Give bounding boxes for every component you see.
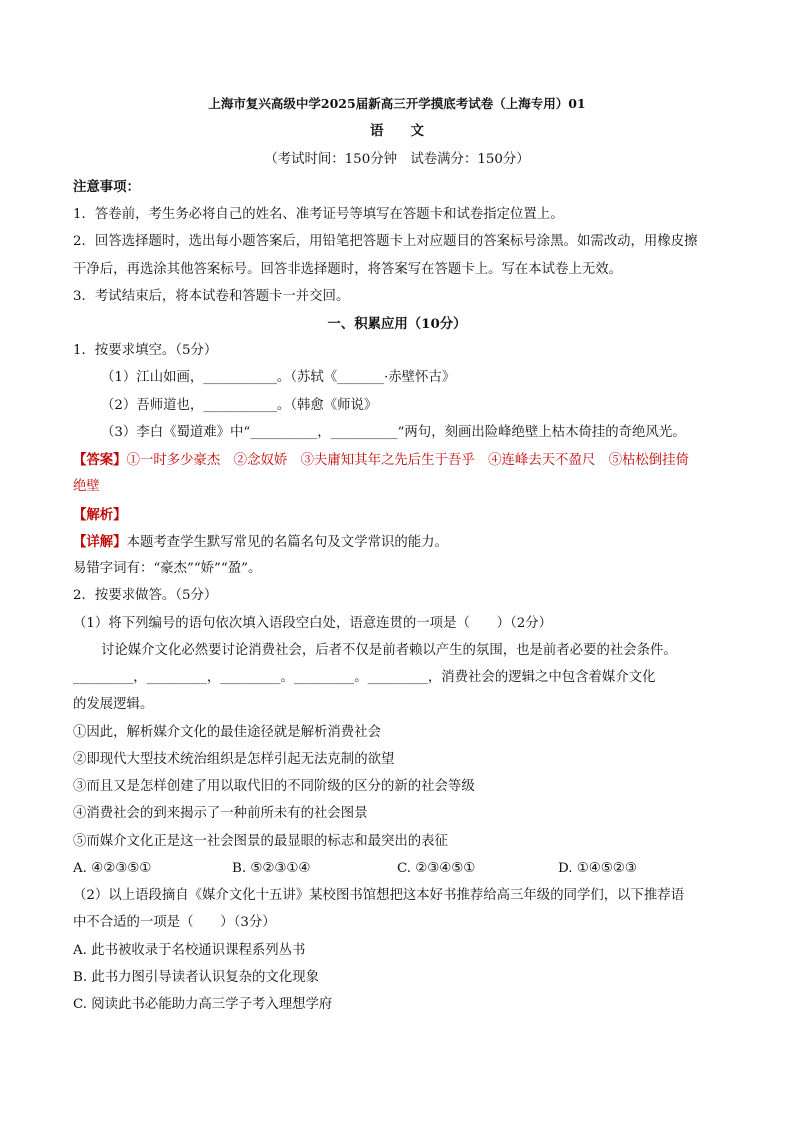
notice-item-3: 3．考试结束后，将本试卷和答题卡一并交回。 <box>73 289 350 304</box>
typo-note: 易错字词有：“豪杰”“娇”“盈”。 <box>73 561 262 576</box>
sentence-4: ④消费社会的到来揭示了一种前所未有的社会图景 <box>73 806 368 821</box>
option-d: D. ①④⑤②③ <box>558 861 637 876</box>
passage-line-1: 讨论媒介文化必然要讨论消费社会，后者不仅是前者赖以产生的氛围，也是前者必要的社会条件。 <box>101 643 677 658</box>
answer-text: ①一时多少豪杰 ②念奴娇 ③夫庸知其年之先后生于吾乎 ④连峰去天不盈尺 ⑤枯松倒挂倚 <box>126 453 689 468</box>
passage-line-3: 的发展逻辑。 <box>73 697 154 712</box>
notice-item-2-cont: 干净后，再选涂其他答案标号。回答非选择题时，将答案写在答题卡上。写在本试卷上无效。 <box>73 262 623 277</box>
sentence-3: ③而且又是怎样创建了用以取代旧的不同阶级的区分的新的社会等级 <box>73 779 475 794</box>
option-a: A. ④②③⑤① <box>73 861 152 876</box>
sentence-1: ①因此，解析媒介文化的最佳途径就是解析消费社会 <box>73 725 381 740</box>
sub2-option-c: C. 阅读此书必能助力高三学子考入理想学府 <box>73 997 333 1012</box>
answer-text-cont: 绝壁 <box>73 479 100 494</box>
section-heading: 一、积累应用（10分） <box>327 316 467 332</box>
q1-item-1: （1）江山如画，___________。（苏轼《_______·赤壁怀古》 <box>101 370 456 385</box>
sub2-option-b: B. 此书力图引导读者认识复杂的文化现象 <box>73 970 319 985</box>
exam-info: （考试时间：150分钟 试卷满分：150分） <box>264 152 530 167</box>
answer-label: 【答案】 <box>73 452 127 468</box>
notice-item-2: 2．回答选择题时，选出每小题答案后，用铅笔把答题卡上对应题目的答案标号涂黑。如需改动，用橡皮擦 <box>73 234 698 249</box>
answer-block <box>73 450 689 471</box>
q1-stem: 1．按要求填空。（5分） <box>73 343 218 358</box>
sub2-option-a: A. 此书被收录于名校通识课程系列丛书 <box>73 943 306 958</box>
passage-line-2: _________，_________，_________。_________。_________，消费社会的逻辑之中包含着媒介文化 <box>73 670 656 685</box>
q2-sub2-stem: （2）以上语段摘自《媒介文化十五讲》某校图书馆想把这本好书推荐给高三年级的同学们，以下推荐语 <box>73 888 685 903</box>
sentence-5: ⑤而媒介文化正是这一社会图景的最显眼的标志和最突出的表征 <box>73 834 448 849</box>
subject-title: 语 文 <box>370 123 424 139</box>
q1-item-2: （2）吾师道也，___________。（韩愈《师说》 <box>101 398 378 413</box>
q2-stem: 2．按要求做答。（5分） <box>73 588 218 603</box>
detail-text: 本题考查学生默写常见的名篇名句及文学常识的能力。 <box>126 535 448 550</box>
sentence-2: ②即现代大型技术统治组织是怎样引起无法克制的欲望 <box>73 752 395 767</box>
analysis-label: 【解析】 <box>73 507 127 523</box>
option-c: C. ②③④⑤① <box>397 861 476 876</box>
q2-sub1-stem: （1）将下列编号的语句依次填入语段空白处，语意连贯的一项是（ ）（2分） <box>73 616 553 631</box>
notice-item-1: 1．答卷前，考生务必将自己的姓名、准考证号等填写在答题卡和试卷指定位置上。 <box>73 207 564 222</box>
notice-heading: 注意事项： <box>73 179 140 195</box>
detail-label: 【详解】 <box>73 534 127 550</box>
q2-sub2-stem-cont: 中不合适的一项是（ ）（3分） <box>73 915 276 930</box>
option-b: B. ⑤②③①④ <box>232 861 311 876</box>
detail-block <box>73 532 448 553</box>
q1-item-3: （3）李白《蜀道难》中“__________，__________”两句，刻画出险峰绝壁上枯木倚挂的奇绝风光。 <box>101 425 686 440</box>
exam-title: 上海市复兴高级中学2025届新高三开学摸底考试卷（上海专用）01 <box>208 96 586 111</box>
